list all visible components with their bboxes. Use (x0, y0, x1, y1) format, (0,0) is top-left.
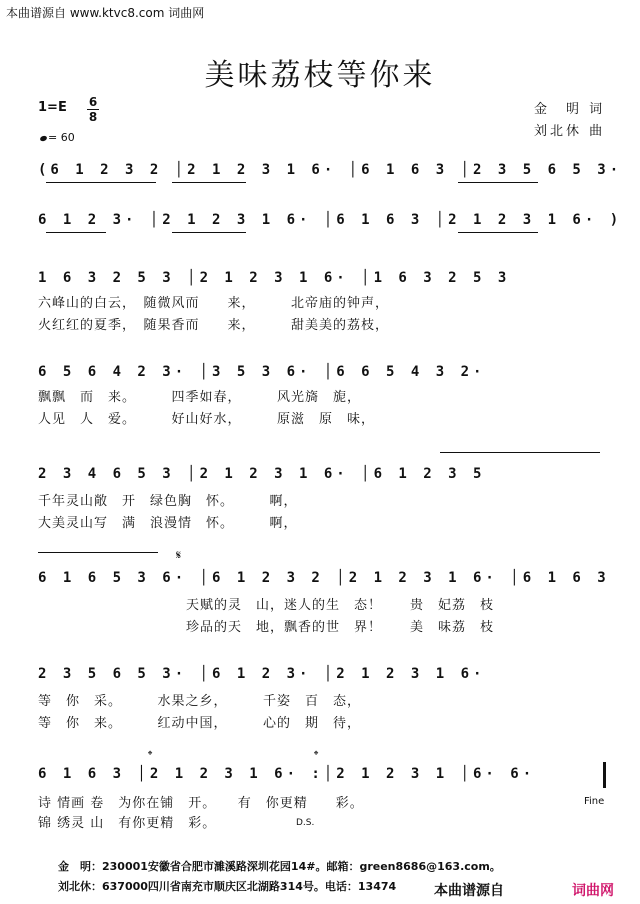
score-row-7: 2 3 5 6 5 3· │6 1 2 3· │2 1 2 3 1 6· (38, 666, 486, 682)
key-signature: 1=E (38, 100, 67, 115)
time-signature (87, 96, 99, 123)
lyrics-row-8-verse-2: 锦 绣灵 山 有你更精 彩。 (38, 816, 217, 831)
underline (172, 182, 246, 183)
ds-marking: D.S. (296, 818, 315, 828)
underline (46, 232, 106, 233)
composer-credit: 刘北休 曲 (534, 124, 606, 139)
lyrics-row-6-verse-2: 珍品的天 地，飘香的世 界！ 美 味荔 枝 (186, 620, 495, 635)
fine-marking: Fine (584, 796, 605, 807)
footer-contact-composer: 刘北休：637000四川省南充市顺庆区北湖路314号。电话：13474 (58, 880, 397, 893)
lyrics-row-7-verse-2: 等 你 来。 红动中国， 心的 期 待， (38, 716, 362, 731)
lyrics-row-6-verse-1: 天赋的灵 山，迷人的生 态！ 贵 妃荔 枝 (186, 598, 495, 613)
score-row-3: 1 6 3 2 5 3 │2 1 2 3 1 6· │1 6 3 2 5 3 (38, 270, 511, 286)
lyrics-row-4-verse-1: 飘飘 而 来。 四季如春， 风光旖 旎， (38, 390, 362, 405)
coda-icon: 𝄌 (148, 748, 153, 762)
phrase-slur (440, 452, 600, 453)
score-row-4: 6 5 6 4 2 3· │3 5 3 6· │6 6 5 4 3 2· (38, 364, 486, 380)
quarter-note-icon (39, 135, 47, 142)
phrase-slur (38, 552, 158, 553)
underline (46, 182, 156, 183)
song-title: 美味荔枝等你来 (204, 58, 436, 93)
footer-contact-lyricist: 金 明：230001安徽省合肥市濉溪路深圳花园14#。邮箱：green8686@163.com。 (58, 860, 501, 873)
coda-icon: 𝄌 (314, 748, 319, 762)
lyrics-row-3-verse-1: 六峰山的白云， 随微风而 来， 北帝庙的钟声， (38, 296, 390, 311)
tempo-value: = 60 (48, 131, 75, 144)
score-row-8: 6 1 6 3 │2 1 2 3 1 6· :│2 1 2 3 1 │6· 6· (38, 766, 536, 782)
tempo-marking (40, 131, 75, 144)
final-barline (603, 762, 606, 788)
lyrics-row-3-verse-2: 火红红的夏季， 随果香而 来， 甜美美的荔枝， (38, 318, 390, 333)
site-header-text: 本曲谱源自 www.ktvc8.com 词曲网 (6, 6, 205, 20)
time-signature-top: 6 (88, 95, 98, 109)
score-row-5: 2 3 4 6 5 3 │2 1 2 3 1 6· │6 1 2 3 5 (38, 466, 486, 482)
logo-text-right: 词曲网 (572, 883, 614, 899)
score-row-2: 6 1 2 3· │2 1 2 3 1 6· │6 1 6 3 │2 1 2 3 1 6· ) (38, 212, 623, 228)
logo-text-left: 本曲谱源自 (434, 883, 504, 899)
lyrics-row-5-verse-1: 千年灵山敞 开 绿色胸 怀。 啊， (38, 494, 298, 509)
score-row-6: 6 1 6 5 3 6· │6 1 2 3 2 │2 1 2 3 1 6· │6 1 6 3 (38, 570, 610, 586)
lyrics-row-8-verse-1: 诗 情画 卷 为你在铺 开。 有 你更精 彩。 (38, 796, 364, 811)
lyrics-row-4-verse-2: 人见 人 爱。 好山好水， 原滋 原 味， (38, 412, 376, 427)
score-row-1: (6 1 2 3 2 │2 1 2 3 1 6· │6 1 6 3 │2 3 5 6 5 3· (38, 162, 623, 178)
time-signature-bottom: 8 (88, 110, 98, 124)
underline (458, 232, 538, 233)
lyrics-row-7-verse-1: 等 你 采。 水果之乡， 千姿 百 态， (38, 694, 362, 709)
lyrics-row-5-verse-2: 大美灵山写 满 浪漫情 怀。 啊， (38, 516, 298, 531)
segno-icon: 𝄋 (176, 548, 182, 562)
underline (172, 232, 246, 233)
underline (458, 182, 538, 183)
lyricist-credit: 金 明 词 (534, 102, 606, 117)
